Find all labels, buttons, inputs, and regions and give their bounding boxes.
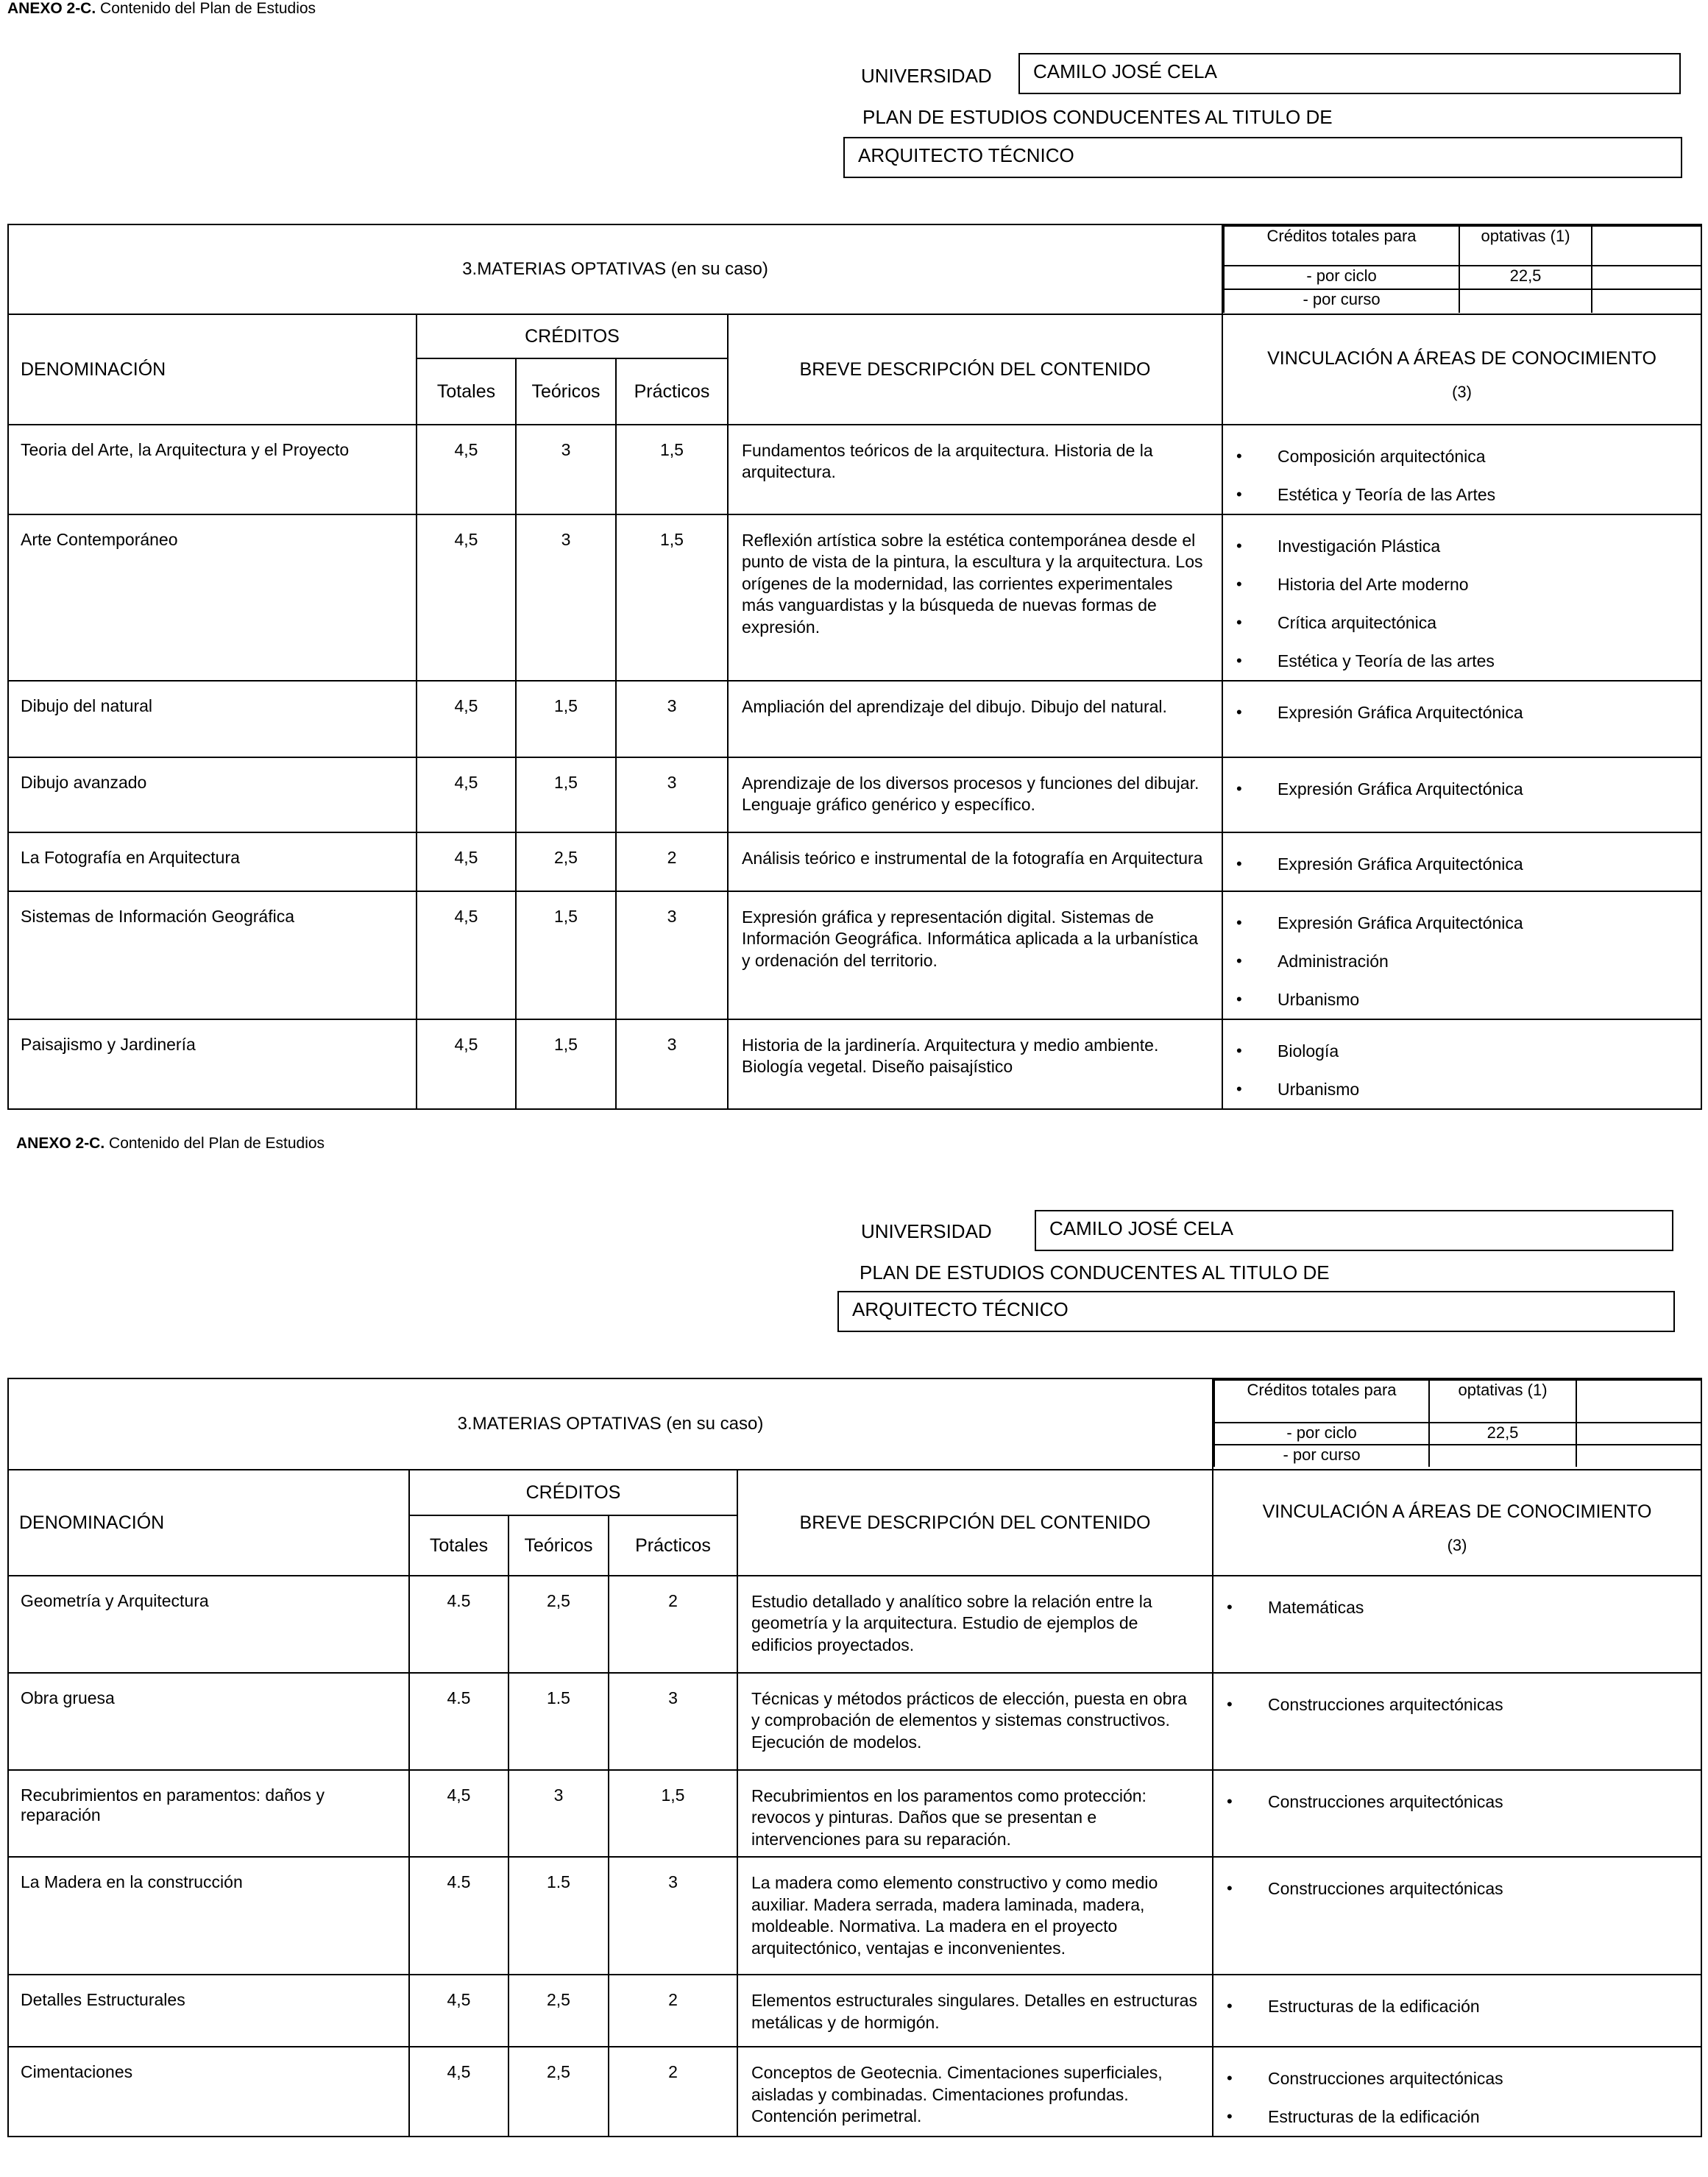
subject-description: Aprendizaje de los diversos procesos y funciones del dibujar. Lenguaje gráfico genérico y específico. [728, 757, 1222, 832]
knowledge-areas [1222, 891, 1701, 1019]
rows-group-2 [8, 1576, 1701, 2137]
col-vinculacion-label: VINCULACIÓN A ÁREAS DE CONOCIMIENTO [1267, 347, 1656, 369]
credits-por-curso-value-2 [1429, 1445, 1576, 1467]
subject-description: Reflexión artística sobre la estética contemporánea desde el punto de vista de la pintura, la escultura y la arquitectura. Los orígenes de la modernidad, las corrientes experimentales más vanguardistas y la búsqueda de nuevas formas de expresión. [728, 514, 1222, 681]
areas-list [1213, 1576, 1701, 1626]
knowledge-areas [1222, 1019, 1701, 1109]
credits-empty-4 [1576, 1380, 1701, 1423]
subject-name: Arte Contemporáneo [8, 514, 417, 681]
credits-totales-para-2: Créditos totales para [1214, 1380, 1429, 1423]
subject-description: Expresión gráfica y representación digital. Sistemas de Información Geográfica. Informática aplicada a la urbanística y ordenación del territorio. [728, 891, 1222, 1019]
credits-empty-2 [1592, 266, 1701, 289]
col-vinculacion-note-2: (3) [1447, 1535, 1467, 1554]
credits-empty-3 [1592, 289, 1701, 313]
table-row [8, 757, 1701, 832]
area-item: • Biología [1236, 1032, 1693, 1070]
col-denominacion: DENOMINACIÓN [8, 314, 417, 425]
credits-teoricos: 3 [516, 514, 616, 681]
table-row [8, 514, 1701, 681]
subject-name: Sistemas de Información Geográfica [8, 891, 417, 1019]
areas-list [1223, 682, 1701, 732]
credits-practicos: 3 [616, 1019, 728, 1109]
col-denominacion-2: DENOMINACIÓN [8, 1470, 409, 1576]
knowledge-areas [1222, 757, 1701, 832]
area-item: • Expresión Gráfica Arquitectónica [1236, 845, 1693, 883]
table-row [8, 425, 1701, 514]
credits-por-ciclo: - por ciclo [1224, 266, 1459, 289]
knowledge-areas [1222, 425, 1701, 514]
areas-list [1213, 1975, 1701, 2025]
credits-practicos: 1,5 [616, 425, 728, 514]
areas-list [1213, 1858, 1701, 1908]
credits-practicos: 2 [609, 1576, 737, 1673]
area-item: • Construcciones arquitectónicas [1227, 1685, 1693, 1724]
table-row [8, 1770, 1701, 1857]
table-row [8, 2047, 1701, 2137]
subject-description: Elementos estructurales singulares. Detalles en estructuras metálicas y de hormigón. [737, 1975, 1213, 2047]
area-item: • Investigación Plástica [1236, 527, 1693, 565]
areas-list [1223, 1020, 1701, 1108]
subject-description: Técnicas y métodos prácticos de elección, puesta en obra y comprobación de elementos y sistemas constructivos. Ejecución de modelos. [737, 1673, 1213, 1770]
area-item: • Expresión Gráfica Arquitectónica [1236, 904, 1693, 942]
credits-practicos: 2 [616, 832, 728, 891]
credits-por-curso: - por curso [1224, 289, 1459, 313]
area-item: • Administración [1236, 942, 1693, 980]
credits-teoricos: 2,5 [508, 2047, 609, 2137]
credits-empty-6 [1576, 1445, 1701, 1467]
areas-list [1213, 2047, 1701, 2136]
credits-teoricos: 1,5 [516, 757, 616, 832]
credits-practicos: 1,5 [609, 1770, 737, 1857]
col-vinculacion-note: (3) [1452, 382, 1472, 401]
table-row [8, 1975, 1701, 2047]
knowledge-areas [1213, 1975, 1701, 2047]
table-row [8, 1576, 1701, 1673]
col-descripcion: BREVE DESCRIPCIÓN DEL CONTENIDO [728, 314, 1222, 425]
area-item: • Construcciones arquitectónicas [1227, 2059, 1693, 2098]
credits-summary-table-2 [1213, 1379, 1701, 1467]
table-row [8, 1019, 1701, 1109]
credits-teoricos: 2,5 [508, 1576, 609, 1673]
subject-description: Ampliación del aprendizaje del dibujo. Dibujo del natural. [728, 681, 1222, 757]
credits-totales: 4,5 [417, 757, 516, 832]
area-item: • Historia del Arte moderno [1236, 565, 1693, 603]
plan-label-2: PLAN DE ESTUDIOS CONDUCENTES AL TITULO DE [860, 1261, 1330, 1284]
areas-list [1223, 758, 1701, 808]
degree-box-2: ARQUITECTO TÉCNICO [837, 1291, 1675, 1332]
credits-teoricos: 1,5 [516, 1019, 616, 1109]
knowledge-areas [1213, 1857, 1701, 1975]
subject-description: Análisis teórico e instrumental de la fotografía en Arquitectura [728, 832, 1222, 891]
subject-name: Teoria del Arte, la Arquitectura y el Proyecto [8, 425, 417, 514]
credits-teoricos: 2,5 [508, 1975, 609, 2047]
optional-subjects-table [7, 224, 1702, 1110]
credits-teoricos: 1,5 [516, 891, 616, 1019]
knowledge-areas [1213, 1673, 1701, 1770]
credits-por-ciclo-value-2: 22,5 [1429, 1423, 1576, 1445]
table-row [8, 1673, 1701, 1770]
university-name-box: CAMILO JOSÉ CELA [1018, 53, 1681, 94]
annex-title-2-rest: Contenido del Plan de Estudios [104, 1135, 325, 1152]
plan-label: PLAN DE ESTUDIOS CONDUCENTES AL TITULO DE [862, 106, 1333, 128]
subject-name: Detalles Estructurales [8, 1975, 409, 2047]
credits-optativas-2: optativas (1) [1429, 1380, 1576, 1423]
areas-list [1223, 425, 1701, 514]
credits-empty-1 [1592, 226, 1701, 266]
credits-totales: 4,5 [417, 832, 516, 891]
areas-list [1213, 1674, 1701, 1724]
annex-title-2-bold: ANEXO 2-C. [16, 1135, 105, 1152]
credits-totales: 4.5 [409, 1576, 508, 1673]
credits-summary [1222, 224, 1701, 314]
area-item: • Estructuras de la edificación [1227, 1987, 1693, 2025]
areas-list [1223, 515, 1701, 680]
knowledge-areas [1213, 1576, 1701, 1673]
subject-description: Historia de la jardinería. Arquitectura y medio ambiente. Biología vegetal. Diseño paisajístico [728, 1019, 1222, 1109]
degree-box: ARQUITECTO TÉCNICO [843, 137, 1682, 178]
subject-description: Fundamentos teóricos de la arquitectura. Historia de la arquitectura. [728, 425, 1222, 514]
credits-teoricos: 1,5 [516, 681, 616, 757]
area-item: • Estructuras de la edificación [1227, 2098, 1693, 2136]
col-practicos: Prácticos [616, 358, 728, 425]
credits-totales: 4,5 [409, 1770, 508, 1857]
col-totales-2: Totales [409, 1515, 508, 1576]
subject-description: La madera como elemento constructivo y como medio auxiliar. Madera serrada, madera laminada, madera, moldeable. Normativa. La madera en el proyecto arquitectónico, ventajas e inconvenientes. [737, 1857, 1213, 1975]
knowledge-areas [1222, 832, 1701, 891]
col-teoricos: Teóricos [516, 358, 616, 425]
subject-name: Geometría y Arquitectura [8, 1576, 409, 1673]
credits-practicos: 3 [616, 757, 728, 832]
area-item: • Composición arquitectónica [1236, 437, 1693, 475]
area-item: • Crítica arquitectónica [1236, 603, 1693, 642]
annex-title-bold: ANEXO 2-C. [7, 0, 96, 17]
subject-name: Dibujo del natural [8, 681, 417, 757]
credits-practicos: 2 [609, 1975, 737, 2047]
col-creditos: CRÉDITOS [417, 314, 728, 358]
credits-practicos: 3 [616, 681, 728, 757]
subject-name: La Fotografía en Arquitectura [8, 832, 417, 891]
area-item: • Construcciones arquitectónicas [1227, 1869, 1693, 1908]
table-row [8, 1857, 1701, 1975]
plan-page-2 [0, 1126, 1708, 2177]
university-label-2: UNIVERSIDAD [861, 1220, 992, 1242]
col-totales: Totales [417, 358, 516, 425]
rows-group-1 [8, 425, 1701, 1109]
credits-totales: 4,5 [417, 681, 516, 757]
subject-description: Estudio detallado y analítico sobre la relación entre la geometría y la arquitectura. Estudio de ejemplos de edificios proyectados. [737, 1576, 1213, 1673]
subject-name: Paisajismo y Jardinería [8, 1019, 417, 1109]
table-title-2: 3.MATERIAS OPTATIVAS (en su caso) [8, 1378, 1213, 1470]
credits-por-ciclo-value: 22,5 [1459, 266, 1592, 289]
table-row [8, 891, 1701, 1019]
knowledge-areas [1213, 1770, 1701, 1857]
credits-optativas: optativas (1) [1459, 226, 1592, 266]
subject-name: Recubrimientos en paramentos: daños y reparación [8, 1770, 409, 1857]
knowledge-areas [1213, 2047, 1701, 2137]
credits-summary-table [1223, 225, 1701, 313]
credits-teoricos: 2,5 [516, 832, 616, 891]
credits-practicos: 2 [609, 2047, 737, 2137]
subject-description: Recubrimientos en los paramentos como protección: revocos y pinturas. Daños que se presentan e intervenciones para su reparación. [737, 1770, 1213, 1857]
credits-practicos: 1,5 [616, 514, 728, 681]
credits-teoricos: 1.5 [508, 1857, 609, 1975]
credits-teoricos: 3 [516, 425, 616, 514]
areas-list [1213, 1771, 1701, 1821]
area-item: • Estética y Teoría de las artes [1236, 642, 1693, 680]
col-creditos-2: CRÉDITOS [409, 1470, 737, 1515]
area-item: • Urbanismo [1236, 980, 1693, 1019]
area-item: • Matemáticas [1227, 1588, 1693, 1626]
university-name-box-2: CAMILO JOSÉ CELA [1035, 1210, 1673, 1251]
col-vinculacion-2 [1213, 1470, 1701, 1576]
subject-name: La Madera en la construcción [8, 1857, 409, 1975]
subject-description: Conceptos de Geotecnia. Cimentaciones superficiales, aisladas y combinadas. Cimentaciones profundas. Contención perimetral. [737, 2047, 1213, 2137]
optional-subjects-table-2 [7, 1378, 1702, 2137]
credits-totales: 4,5 [409, 2047, 508, 2137]
credits-practicos: 3 [609, 1857, 737, 1975]
area-item: • Construcciones arquitectónicas [1227, 1783, 1693, 1821]
annex-title-rest: Contenido del Plan de Estudios [96, 0, 316, 17]
university-label: UNIVERSIDAD [861, 65, 992, 87]
area-item: • Estética y Teoría de las Artes [1236, 475, 1693, 514]
subject-name: Cimentaciones [8, 2047, 409, 2137]
table-title: 3.MATERIAS OPTATIVAS (en su caso) [8, 224, 1222, 314]
credits-summary-2 [1213, 1378, 1701, 1470]
knowledge-areas [1222, 514, 1701, 681]
area-item: • Expresión Gráfica Arquitectónica [1236, 770, 1693, 808]
areas-list [1223, 892, 1701, 1019]
areas-list [1223, 833, 1701, 883]
credits-totales: 4,5 [417, 514, 516, 681]
table-row [8, 832, 1701, 891]
credits-totales: 4,5 [417, 891, 516, 1019]
col-descripcion-2: BREVE DESCRIPCIÓN DEL CONTENIDO [737, 1470, 1213, 1576]
area-item: • Expresión Gráfica Arquitectónica [1236, 693, 1693, 732]
col-practicos-2: Prácticos [609, 1515, 737, 1576]
credits-practicos: 3 [616, 891, 728, 1019]
credits-totales: 4.5 [409, 1857, 508, 1975]
col-vinculacion-label-2: VINCULACIÓN A ÁREAS DE CONOCIMIENTO [1262, 1501, 1652, 1522]
credits-totales: 4,5 [417, 425, 516, 514]
area-item: • Urbanismo [1236, 1070, 1693, 1108]
credits-por-curso-value [1459, 289, 1592, 313]
table-row [8, 681, 1701, 757]
knowledge-areas [1222, 681, 1701, 757]
annex-title [7, 0, 316, 18]
subject-name: Dibujo avanzado [8, 757, 417, 832]
credits-totales: 4,5 [417, 1019, 516, 1109]
col-vinculacion [1222, 314, 1701, 425]
annex-title-2 [16, 1135, 325, 1153]
credits-por-ciclo-2: - por ciclo [1214, 1423, 1429, 1445]
subject-name: Obra gruesa [8, 1673, 409, 1770]
credits-empty-5 [1576, 1423, 1701, 1445]
credits-totales: 4,5 [409, 1975, 508, 2047]
credits-totales-para: Créditos totales para [1224, 226, 1459, 266]
col-teoricos-2: Teóricos [508, 1515, 609, 1576]
credits-totales: 4.5 [409, 1673, 508, 1770]
credits-teoricos: 3 [508, 1770, 609, 1857]
credits-teoricos: 1.5 [508, 1673, 609, 1770]
credits-por-curso-2: - por curso [1214, 1445, 1429, 1467]
credits-practicos: 3 [609, 1673, 737, 1770]
